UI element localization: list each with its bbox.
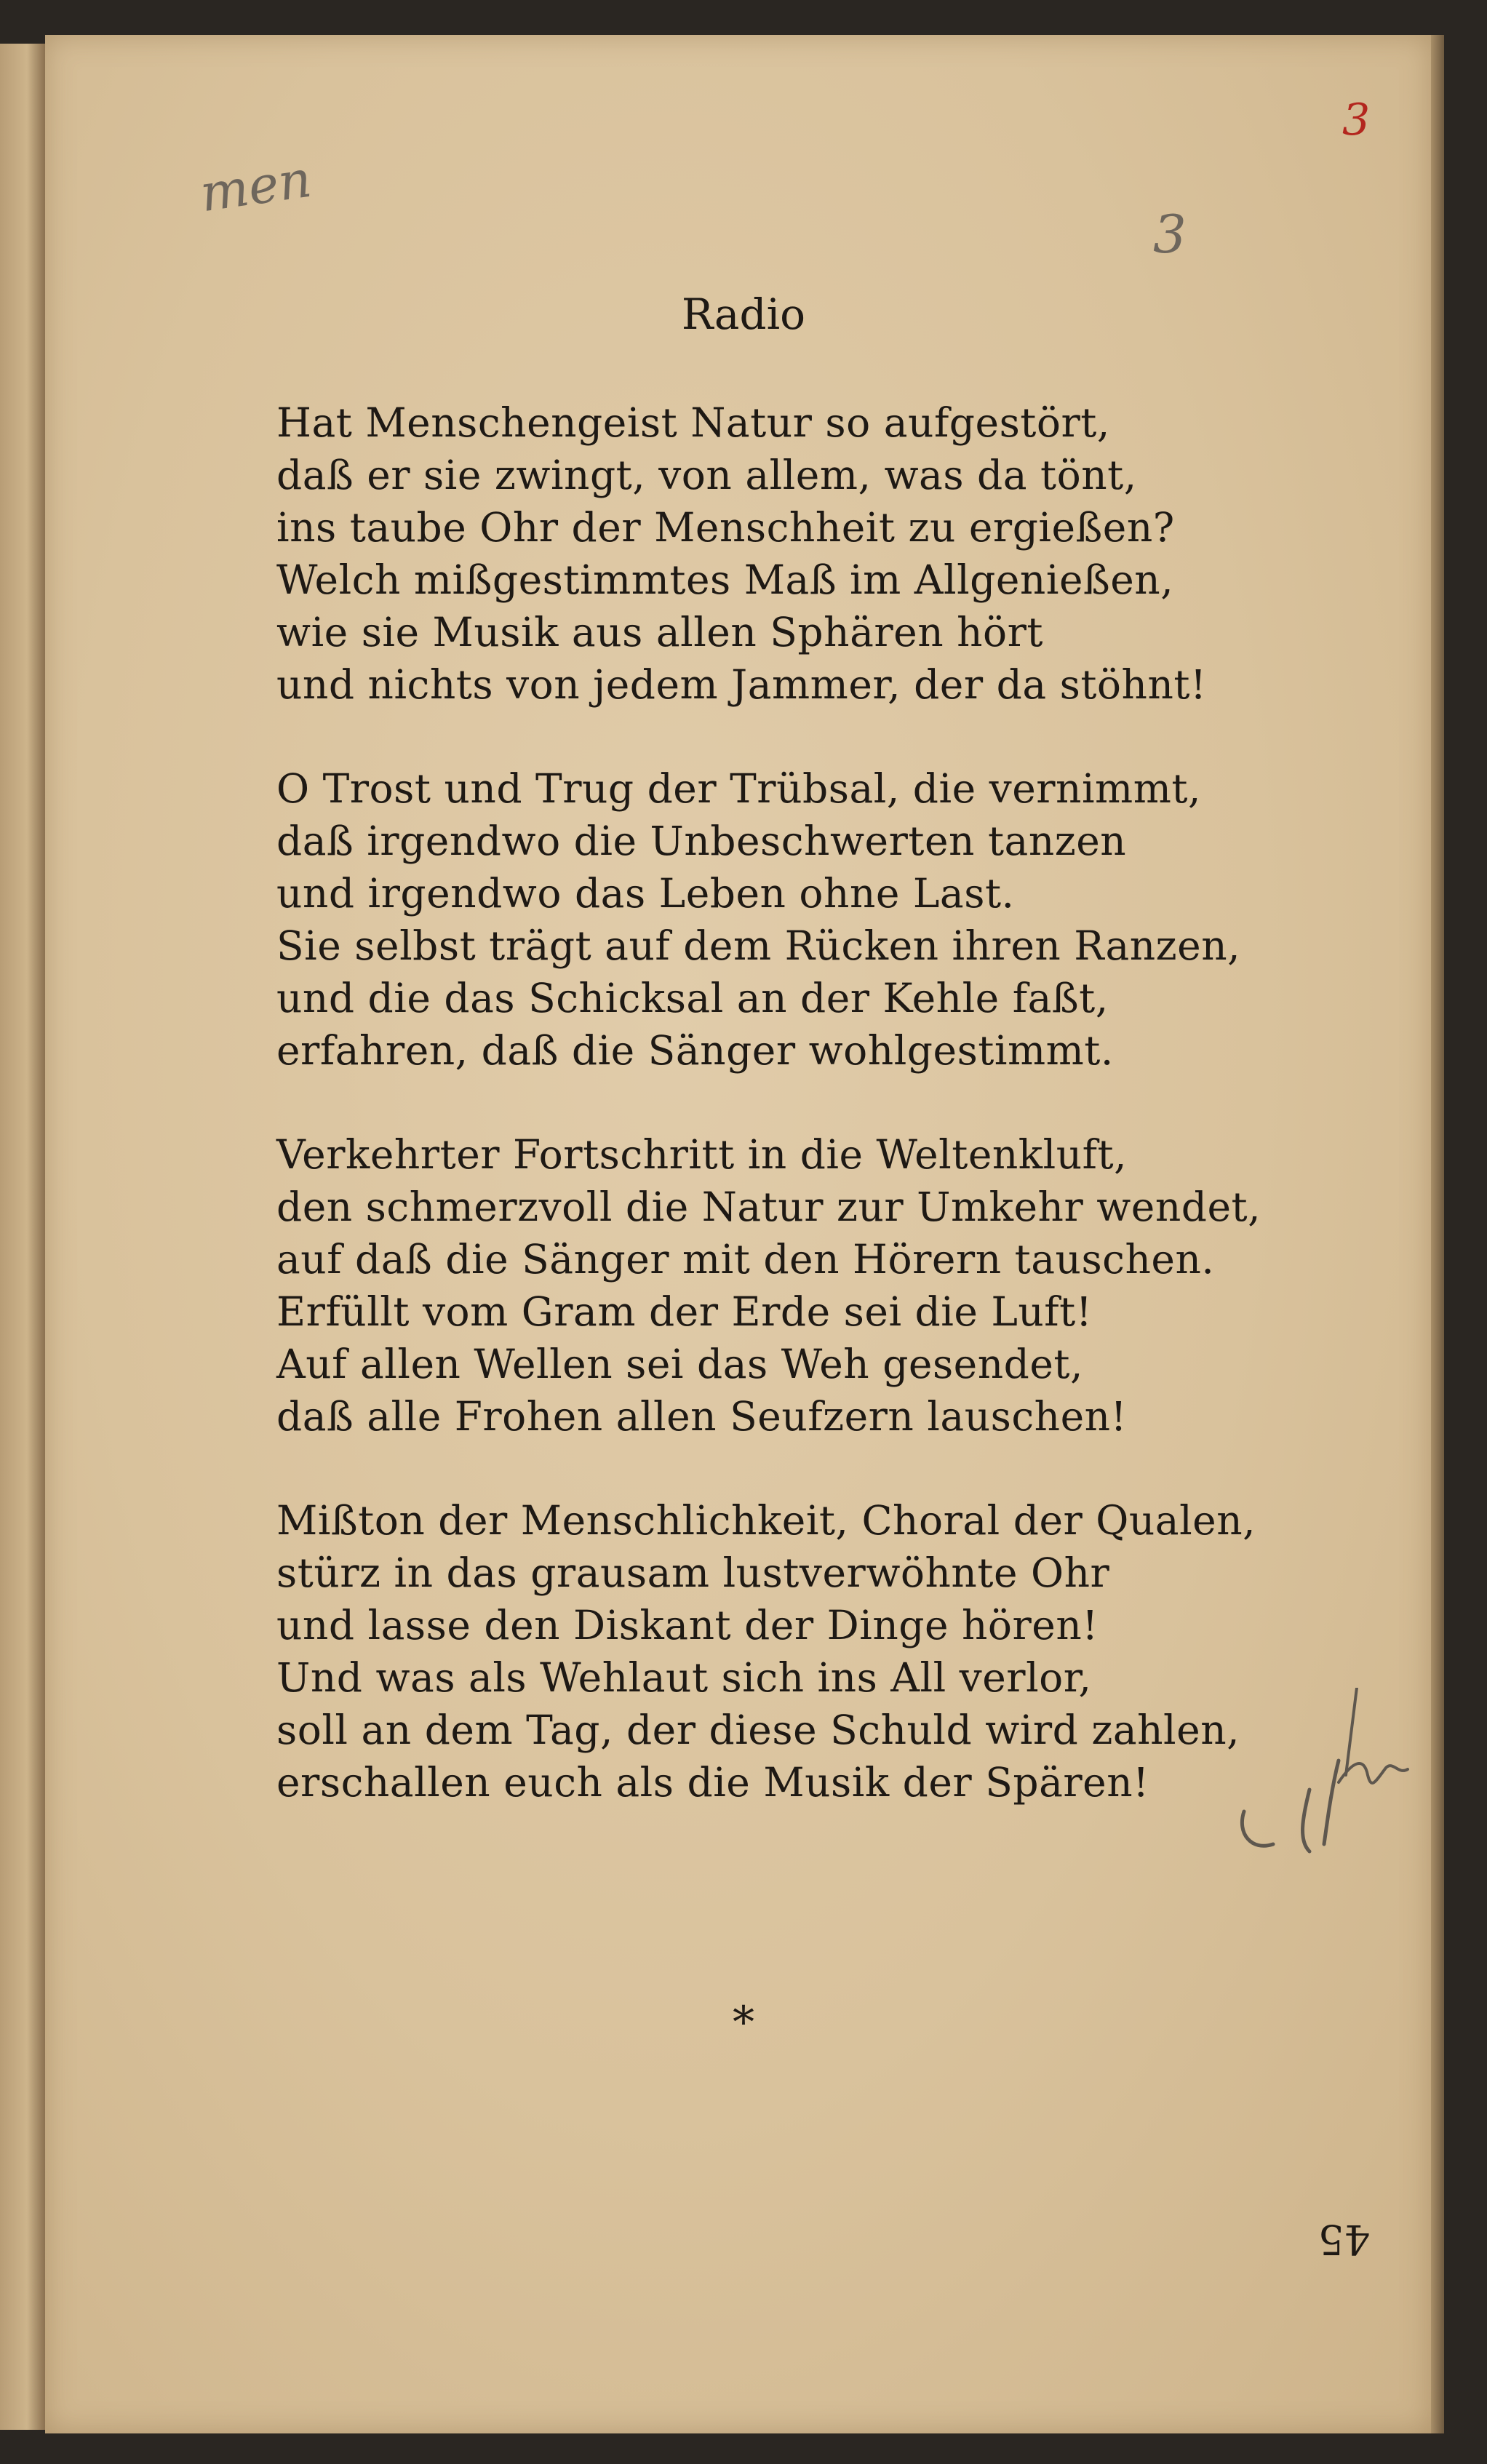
- previous-page-edge: [0, 44, 45, 2430]
- section-separator: *: [733, 1997, 754, 2048]
- stanza-2: [276, 762, 1266, 1077]
- poem-line: stürz in das grausam lustverwöhnte Ohr: [276, 1550, 1110, 1596]
- poem-line: daß er sie zwingt, von allem, was da tönt,: [276, 452, 1137, 498]
- poem-line: wie sie Musik aus allen Sphären hört: [276, 609, 1044, 655]
- poem-body: [276, 396, 1266, 1860]
- poem-line: Verkehrter Fortschritt in die Weltenkluft,: [276, 1131, 1128, 1178]
- poem-line: den schmerzvoll die Natur zur Umkehr wendet,: [276, 1184, 1261, 1230]
- poem-line: soll an dem Tag, der diese Schuld wird zahlen,: [276, 1707, 1240, 1753]
- folio-number: 3: [1342, 95, 1371, 145]
- stanza-4: [276, 1494, 1266, 1809]
- poem-line: ins taube Ohr der Menschheit zu ergießen?: [276, 504, 1175, 551]
- poem-line: erfahren, daß die Sänger wohlgestimmt.: [276, 1027, 1114, 1074]
- poem-line: Auf allen Wellen sei das Weh gesendet,: [276, 1341, 1083, 1387]
- poem-line: Mißton der Menschlichkeit, Choral der Qualen,: [276, 1497, 1256, 1544]
- poem-line: daß irgendwo die Unbeschwerten tanzen: [276, 818, 1127, 864]
- pencil-annotation-top-mid: 3: [1153, 204, 1187, 265]
- poem-title: Radio: [681, 290, 806, 339]
- poem-line: und die das Schicksal an der Kehle faßt,: [276, 975, 1109, 1021]
- poem-line: Und was als Wehlaut sich ins All verlor,: [276, 1654, 1092, 1701]
- poem-line: und irgendwo das Leben ohne Last.: [276, 870, 1015, 917]
- stanza-1: [276, 396, 1266, 711]
- poem-line: und lasse den Diskant der Dinge hören!: [276, 1602, 1099, 1648]
- stanza-3: [276, 1128, 1266, 1443]
- poem-line: Sie selbst trägt auf dem Rücken ihren Ranzen,: [276, 922, 1241, 969]
- poem-line: O Trost und Trug der Trübsal, die vernimmt,: [276, 765, 1201, 812]
- page-number: 45: [1318, 2215, 1371, 2262]
- poem-line: auf daß die Sänger mit den Hörern tauschen.: [276, 1236, 1215, 1283]
- pencil-annotation-top-left: men: [196, 148, 315, 224]
- page-right-edge: [1431, 35, 1444, 2433]
- poem-line: Welch mißgestimmtes Maß im Allgenießen,: [276, 557, 1174, 603]
- poem-line: Hat Menschengeist Natur so aufgestört,: [276, 399, 1110, 446]
- pencil-scribble-icon: [1229, 1688, 1419, 1862]
- poem-line: erschallen euch als die Musik der Spären!: [276, 1759, 1149, 1806]
- poem-line: Erfüllt vom Gram der Erde sei die Luft!: [276, 1288, 1093, 1335]
- poem-line: daß alle Frohen allen Seufzern lauschen!: [276, 1393, 1128, 1440]
- poem-line: und nichts von jedem Jammer, der da stöhnt!: [276, 661, 1207, 708]
